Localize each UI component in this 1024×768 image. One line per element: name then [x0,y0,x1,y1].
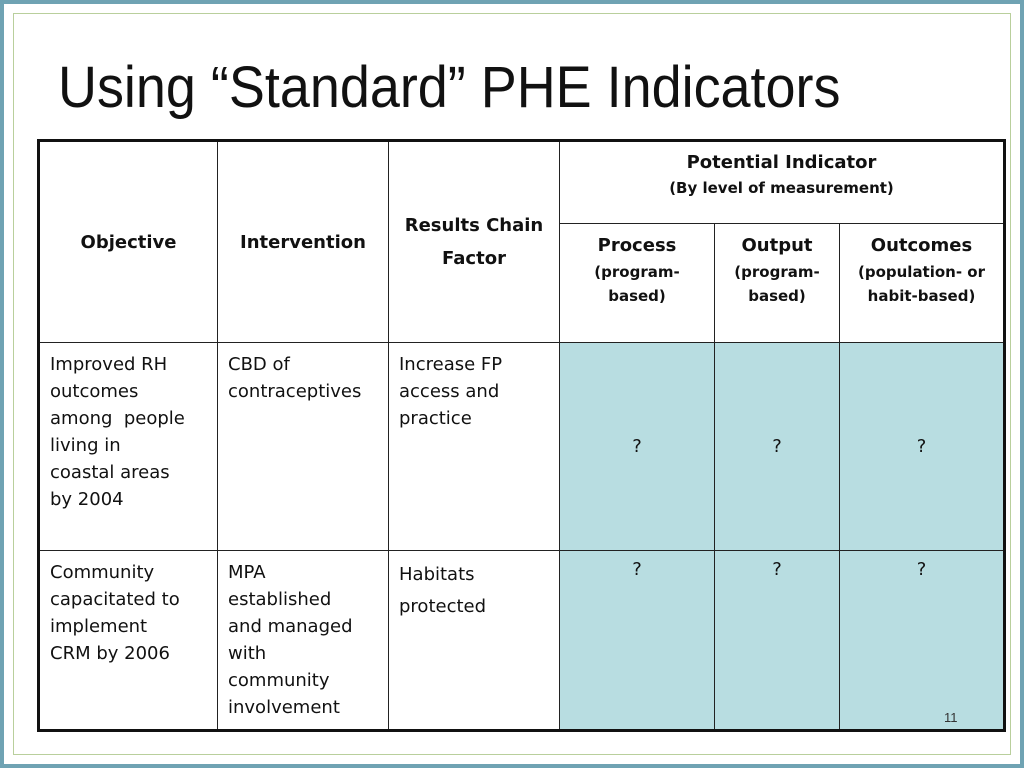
cell-line: CRM by 2006 [50,643,170,664]
header-process-label: Process [597,235,677,256]
cell-line: established [228,589,332,610]
header-process-sub2: based) [608,287,666,305]
header-process-sub1: (program- [594,263,680,281]
cell-line: coastal areas [50,462,170,483]
header-potential-indicator [560,141,1005,224]
header-output [715,224,840,343]
row1-intervention [218,343,389,551]
row1-objective [39,343,218,551]
cell-line: among people [50,408,185,429]
row2-intervention [218,551,389,731]
table-header-row [39,141,1005,224]
header-results-chain-line1: Results Chain [404,215,544,236]
row1-outcomes: ? [840,343,1005,551]
table-row [39,551,1005,731]
header-potential-indicator-label: Potential Indicator [686,152,877,173]
cell-line: outcomes [50,381,139,402]
row2-outcomes: ? [840,551,1005,731]
cell-line: Habitats [399,564,475,585]
cell-line: MPA [228,562,266,583]
row2-factor [389,551,560,731]
cell-line: protected [399,596,487,617]
table-row [39,343,1005,551]
slide-title: Using “Standard” PHE Indicators [58,55,841,120]
header-intervention: Intervention [218,141,389,343]
cell-line: CBD of [228,354,290,375]
indicators-table [37,139,1006,732]
header-outcomes-sub1: (population- or [857,263,986,281]
header-potential-indicator-sub: (By level of measurement) [669,179,894,197]
cell-line: living in [50,435,121,456]
row2-output: ? [715,551,840,731]
cell-line: access and [399,381,500,402]
cell-line: Increase FP [399,354,503,375]
cell-line: and managed [228,616,353,637]
row1-factor [389,343,560,551]
row1-process: ? [560,343,715,551]
cell-line: with [228,643,267,664]
header-output-sub2: based) [748,287,806,305]
header-process [560,224,715,343]
header-output-label: Output [741,235,813,256]
cell-line: involvement [228,697,340,718]
header-outcomes-label: Outcomes [870,235,973,256]
cell-line: contraceptives [228,381,362,402]
cell-line: capacitated to [50,589,180,610]
header-outcomes-sub2: habit-based) [867,287,976,305]
cell-line: Improved RH [50,354,168,375]
header-output-sub1: (program- [734,263,820,281]
row2-objective [39,551,218,731]
cell-line: Community [50,562,155,583]
header-results-chain-factor [389,141,560,343]
row2-process: ? [560,551,715,731]
page-number: 11 [944,710,958,725]
header-outcomes [840,224,1005,343]
cell-line: implement [50,616,148,637]
header-results-chain-line2: Factor [442,248,506,269]
cell-line: by 2004 [50,489,124,510]
header-objective: Objective [39,141,218,343]
cell-line: practice [399,408,472,429]
cell-line: community [228,670,330,691]
row1-output: ? [715,343,840,551]
